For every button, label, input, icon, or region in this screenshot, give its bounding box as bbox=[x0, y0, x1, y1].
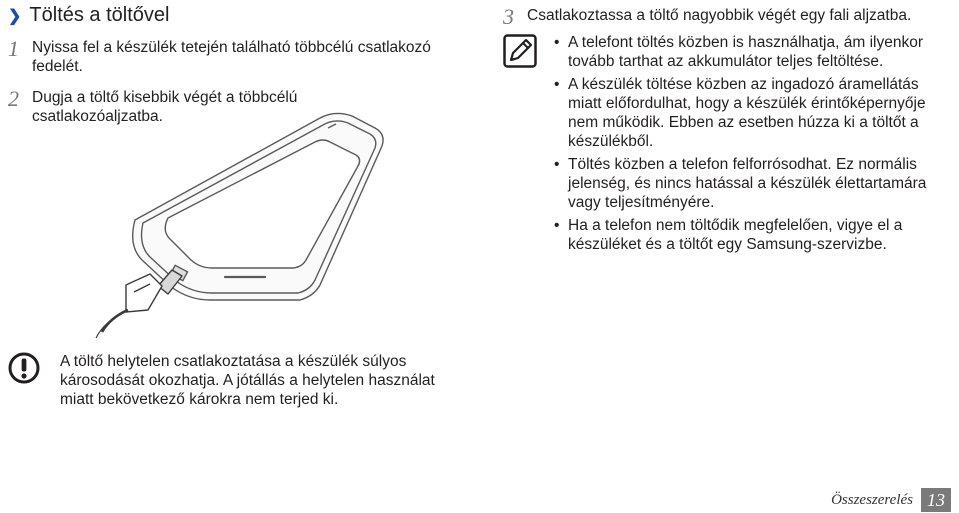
step-number: 3 bbox=[503, 4, 514, 29]
note-text: A készülék töltése közben az ingadozó áramellátás miatt előfordulhat, hogy a készülék érintőképernyője nem működik. Ebben az esetben húzza ki a töltőt a készülékből. bbox=[568, 76, 926, 150]
step-1 bbox=[8, 38, 468, 76]
step-text: Nyissa fel a készülék tetején található többcélú csatlakozó fedelét. bbox=[32, 39, 431, 75]
note-icon bbox=[503, 34, 537, 68]
page-footer bbox=[831, 488, 951, 512]
section-title: Töltés a töltővel bbox=[29, 4, 170, 26]
chevron-right-icon: ❯ bbox=[8, 7, 22, 25]
notes-list bbox=[554, 33, 956, 258]
note-item: • A telefont töltés közben is használhatja, ám ilyenkor tovább tarthat az akkumulátor teljes feltöltése. bbox=[554, 34, 923, 70]
note-item: • Ha a telefon nem töltődik megfelelően, vigye el a készüléket és a töltőt egy Samsung-szervizbe. bbox=[554, 217, 903, 253]
step-number: 2 bbox=[8, 86, 19, 111]
warning-text: A töltő helytelen csatlakoztatása a készülék súlyos károsodását okozhatja. A jótállás a helytelen használat miatt bekövetkező károkra nem terjed ki. bbox=[60, 353, 435, 408]
note-text: Töltés közben a telefon felforrósodhat. Ez normális jelenség, és nincs hatással a készülék élettartamára vagy teljesítményére. bbox=[568, 156, 927, 211]
step-text: Dugja a töltő kisebbik végét a többcélú csatlakozóaljzatba. bbox=[32, 89, 298, 125]
note-item: • Töltés közben a telefon felforrósodhat. Ez normális jelenség, és nincs hatással a készülék élettartamára vagy teljesítményére. bbox=[554, 156, 927, 211]
note-item: • A készülék töltése közben az ingadozó áramellátás miatt előfordulhat, hogy a készülék érintőképernyője nem működik. Ebben az esetben húzza ki a töltőt a készülékből. bbox=[554, 76, 926, 150]
page-number: 13 bbox=[921, 488, 951, 512]
step-3 bbox=[503, 6, 953, 28]
step-number: 1 bbox=[8, 36, 19, 61]
note-text: A telefont töltés közben is használhatja, ám ilyenkor tovább tarthat az akkumulátor teljes feltöltése. bbox=[568, 34, 923, 70]
warning-icon bbox=[8, 352, 40, 384]
footer-section: Összeszerelés bbox=[831, 491, 913, 508]
step-text: Csatlakoztassa a töltő nagyobbik végét egy fali aljzatba. bbox=[527, 7, 912, 24]
section-heading bbox=[8, 4, 169, 27]
phone-charging-illustration bbox=[90, 100, 510, 340]
note-text: Ha a telefon nem töltődik megfelelően, vigye el a készüléket és a töltőt egy Samsung-szervizbe. bbox=[568, 217, 903, 253]
